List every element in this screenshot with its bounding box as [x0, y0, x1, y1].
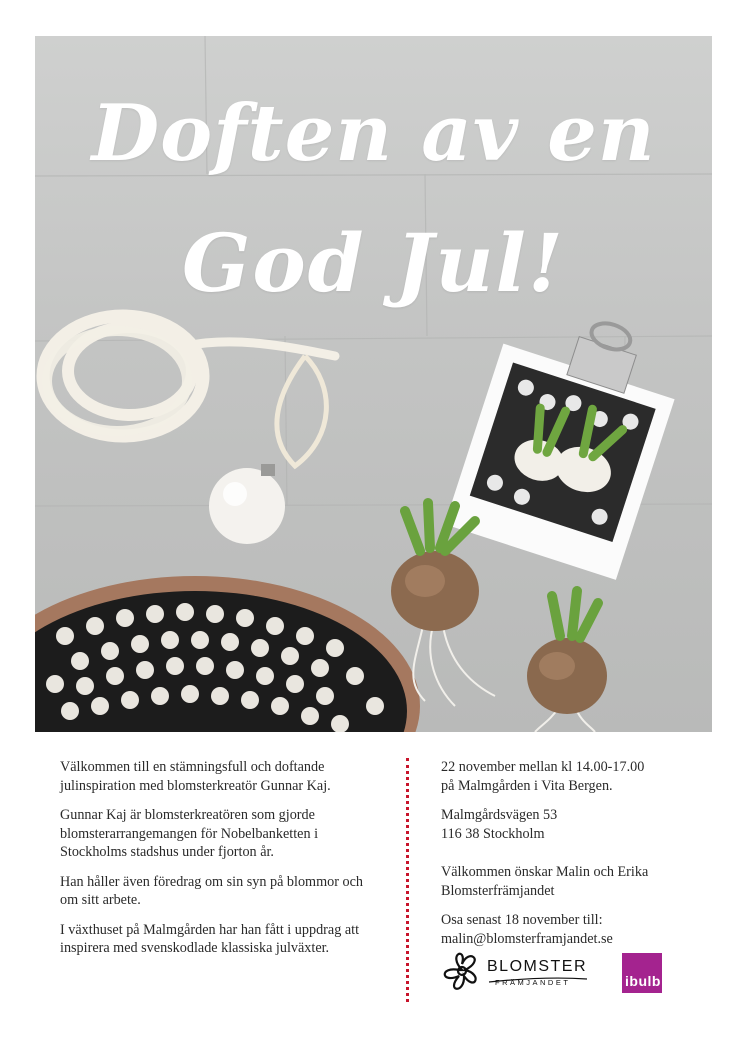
- intro-paragraph-3: Han håller även föredrag om sin syn på blommor och om sitt arbete.: [60, 873, 363, 908]
- event-time: 22 november mellan kl 14.00-17.00: [441, 759, 645, 775]
- ribbon: [277, 356, 326, 466]
- intro-paragraph-4: I växthuset på Malmgården har han fått i uppdrag att inspirera med svenskodlade klassiska julväxter.: [60, 921, 360, 956]
- address-block: [441, 806, 711, 843]
- blomsterframjandet-logo: [437, 944, 597, 1000]
- logo-swoosh: [437, 944, 597, 1000]
- headline-line-2: God Jul!: [182, 216, 565, 310]
- event-details-column: [441, 758, 711, 959]
- ornament-ball: [209, 468, 285, 544]
- intro-column: [60, 758, 380, 969]
- blomster-wordmark: BLOMSTER: [487, 958, 588, 975]
- ibulb-wordmark: ibulb: [625, 973, 661, 989]
- welcome-text: Välkommen önskar Malin och Erika: [441, 864, 649, 880]
- patterned-bowl: [35, 576, 420, 732]
- street-address: Malmgårdsvägen 53: [441, 807, 558, 823]
- headline-line-1: Doften av en: [91, 88, 656, 179]
- rsvp-text: Osa senast 18 november till:: [441, 912, 603, 928]
- intro-paragraph-2: Gunnar Kaj är blomsterkreatören som gjorde blomsterarrangemangen för Nobelbanketten i Stockholms stadshus under fjorton år.: [60, 807, 319, 860]
- postal-address: 116 38 Stockholm: [441, 825, 545, 842]
- welcome-block: [441, 863, 711, 900]
- ibulb-logo: [622, 953, 662, 993]
- rsvp-block: [441, 911, 711, 948]
- event-place: på Malmgården i Vita Bergen.: [441, 777, 613, 794]
- dotted-divider: [406, 758, 409, 1002]
- framjandet-wordmark: FRÄMJANDET: [495, 978, 571, 987]
- organization-name: Blomsterfrämjandet: [441, 882, 555, 899]
- hyacinth-bulb-2: [527, 591, 607, 732]
- intro-paragraph-1: Välkommen till en stämningsfull och doftande julinspiration med blomsterkreatör Gunnar Kaj.: [60, 759, 331, 794]
- rsvp-email[interactable]: malin@blomsterframjandet.se: [441, 930, 613, 947]
- event-time-block: [441, 758, 711, 795]
- hero-photo: [35, 36, 712, 732]
